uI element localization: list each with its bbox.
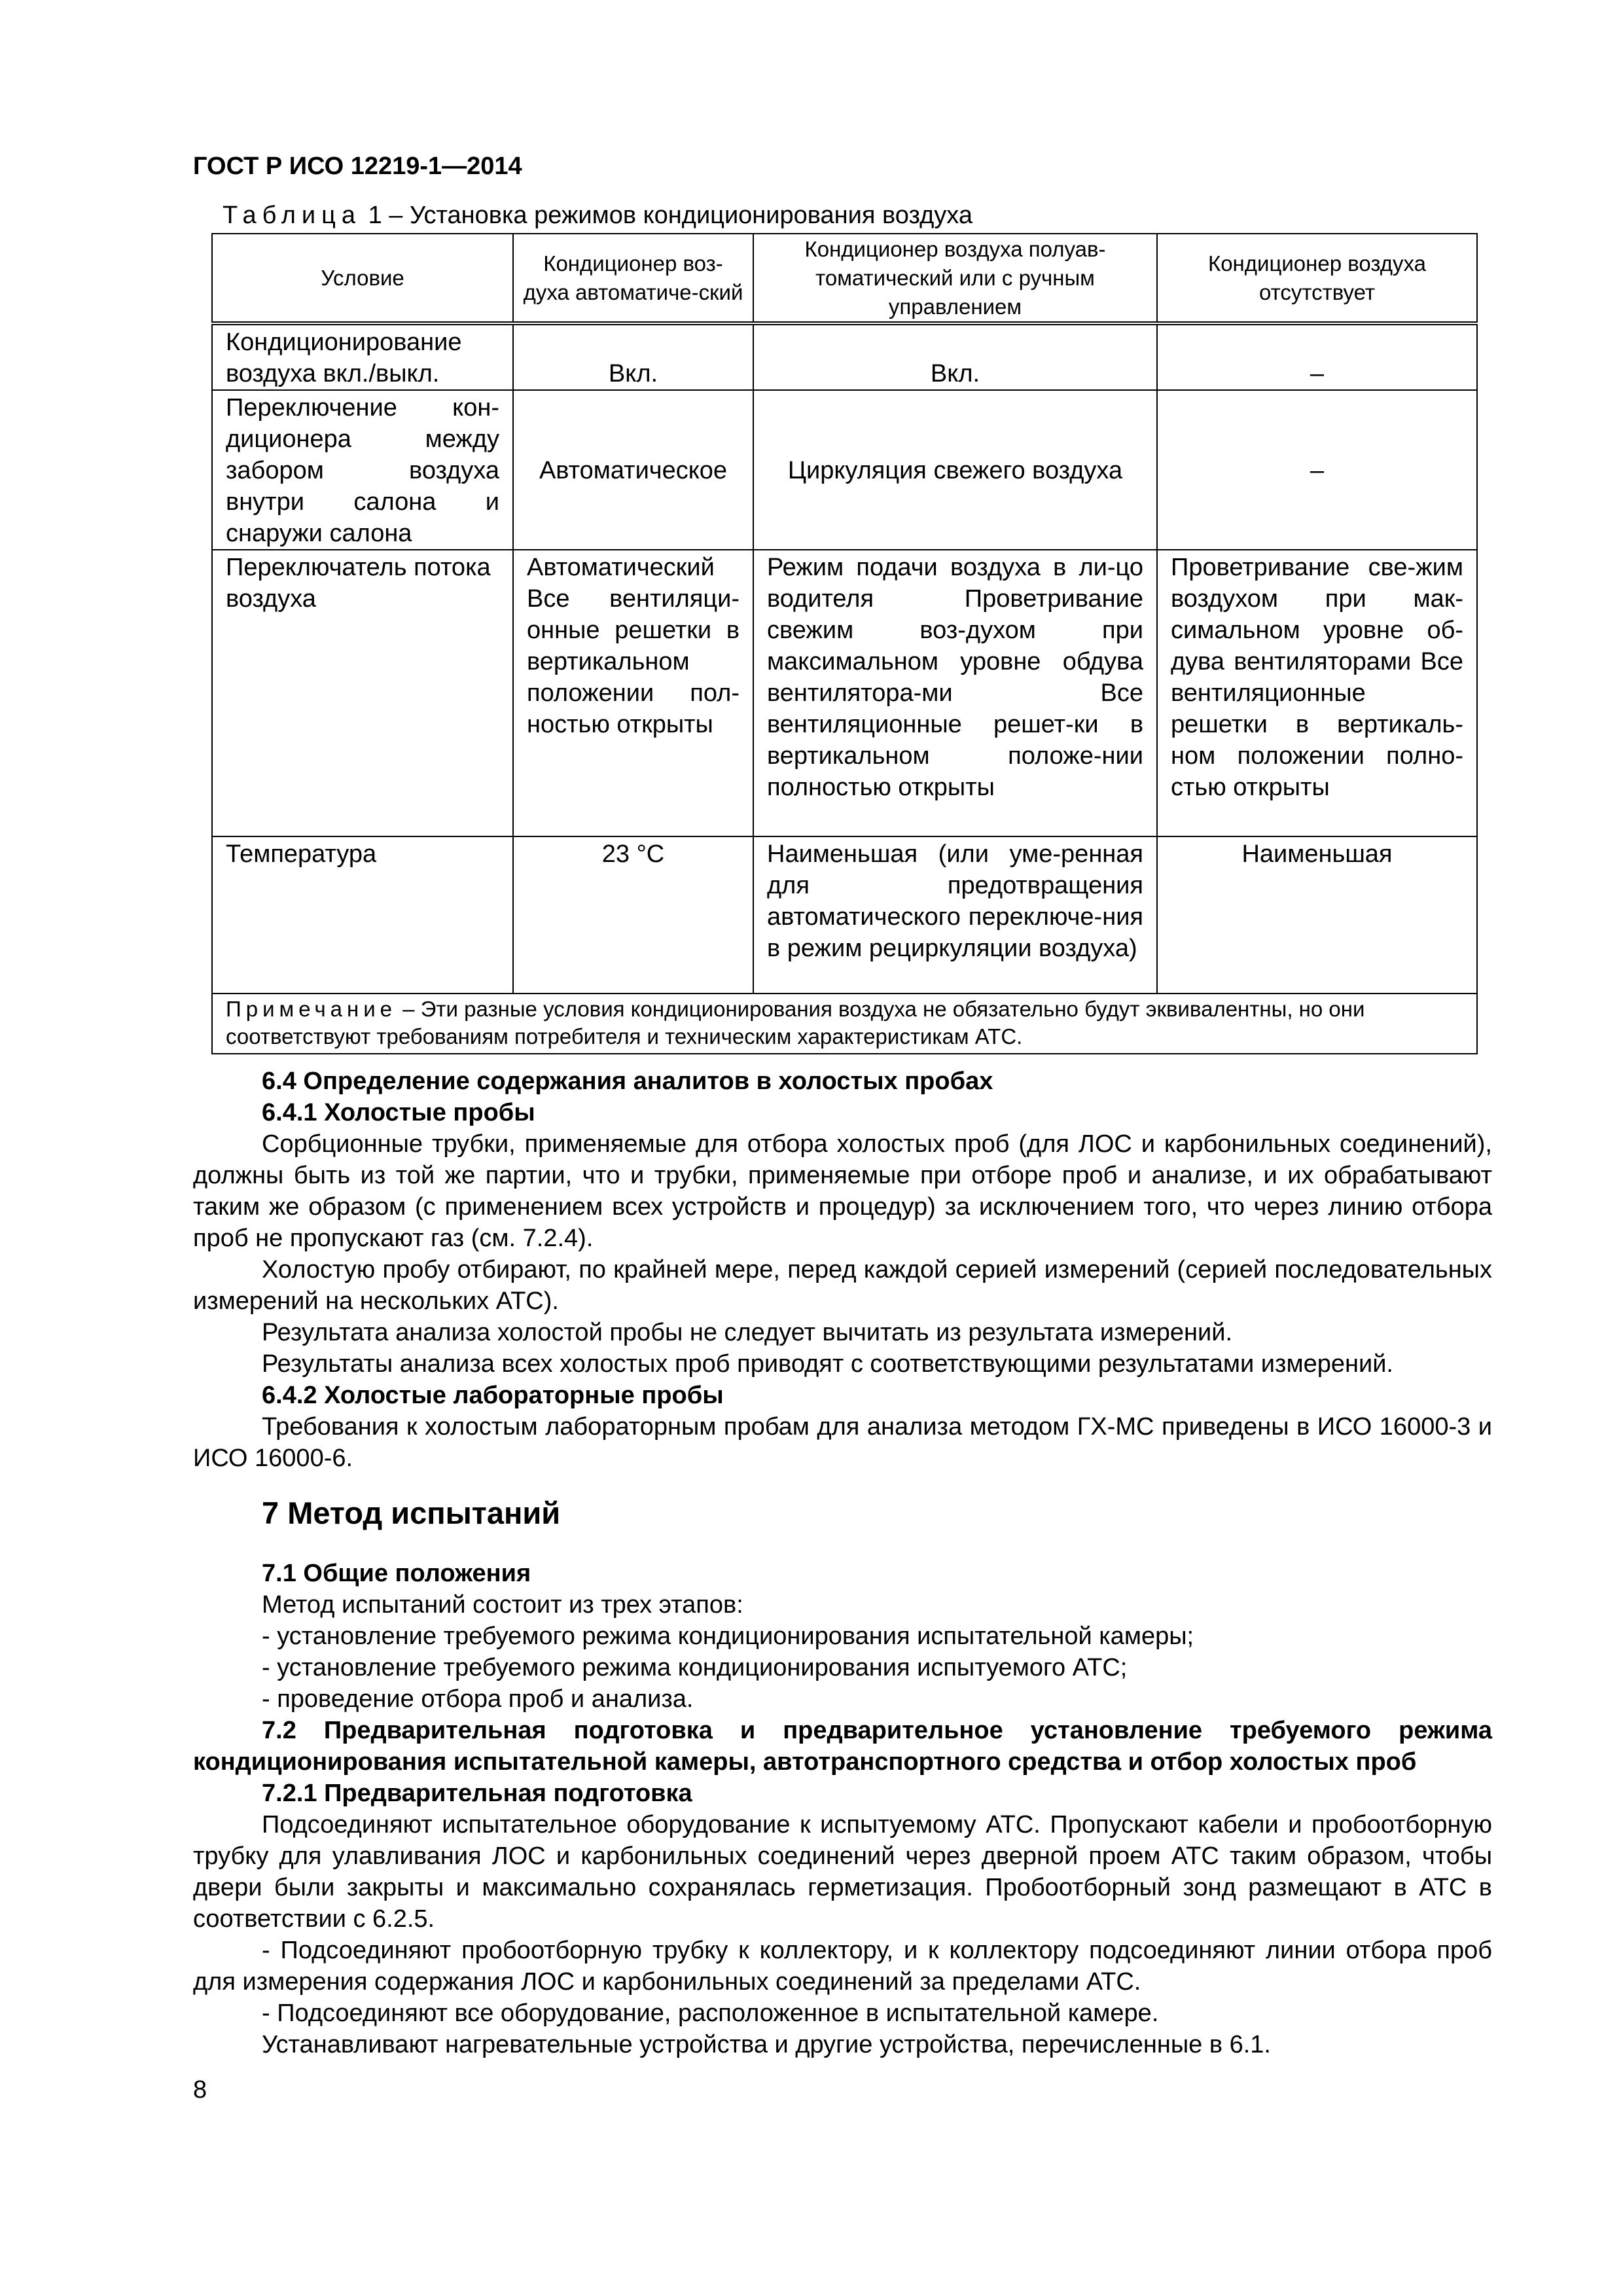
table-row (212, 390, 1477, 550)
paragraph: Метод испытаний состоит из трех этапов: (262, 1591, 743, 1619)
table-cell: Автоматическое (513, 390, 753, 550)
table-cell: Вкл. (513, 323, 753, 390)
table-cell: Режим подачи воздуха в ли-цо водителя Проветривание свежим воз-духом при максимальном уровне обдува вентилятора-ми Все вентиляционные решет-ки в вертикальном положе-нии полностью открыты (753, 550, 1157, 836)
table-cell: Проветривание све-жим воздухом при мак-симальном уровне об-дува вентиляторами Все вентиляционные решетки в вертикаль-ном положении полно-стью открыты (1157, 550, 1477, 836)
table-header-row (212, 234, 1477, 323)
table-caption-label: Таблица (223, 202, 361, 229)
table-caption (223, 202, 972, 230)
table-cell: Циркуляция свежего воздуха (753, 390, 1157, 550)
table-cell: Температура (212, 836, 513, 994)
paragraph: Требования к холостым лабораторным пробам для анализа методом ГХ-МС приведены в ИСО 16000-3 и ИСО 16000-6. (193, 1413, 1492, 1472)
column-header: Кондиционер воз-духа автоматиче-ский (513, 234, 753, 323)
note-label: Примечание (226, 997, 397, 1021)
page-number: 8 (193, 2076, 207, 2104)
table-note-row (212, 994, 1477, 1054)
table-cell: 23 °C (513, 836, 753, 994)
section-heading-6-4-1: 6.4.1 Холостые пробы (262, 1099, 535, 1126)
column-header: Кондиционер воздуха полуав-томатический или с ручным управлением (753, 234, 1157, 323)
paragraph: Подсоединяют испытательное оборудование к испытуемому АТС. Пропускают кабели и пробоотборную трубку для улавливания ЛОС и карбонильных соединений через дверной проем АТС таким образом, чтобы двери были закрыты и максимально сохранялась герметизация. Пробоотборный зонд размещают в АТС в соответствии с 6.2.5. (193, 1811, 1492, 1933)
table-cell: Наименьшая (или уме-ренная для предотвращения автоматического переключе-ния в режим рециркуляции воздуха) (753, 836, 1157, 994)
document-header: ГОСТ Р ИСО 12219-1—2014 (193, 152, 522, 180)
table-cell: Переключатель потока воздуха (212, 550, 513, 836)
column-header: Кондиционер воздуха отсутствует (1157, 234, 1477, 323)
table-caption-text: 1 – Установка режимов кондиционирования воздуха (368, 202, 972, 229)
table-note (212, 994, 1477, 1054)
table-cell: – (1157, 323, 1477, 390)
paragraph: - Подсоединяют все оборудование, расположенное в испытательной камере. (262, 2000, 1159, 2027)
table-cell: – (1157, 390, 1477, 550)
paragraph: Сорбционные трубки, применяемые для отбора холостых проб (для ЛОС и карбонильных соединений), должны быть из той же партии, что и трубки, применяемые при отборе проб и анализе, и их обрабатывают таким же образом (с применением всех устройств и процедур) за исключением того, что через линию отбора проб не пропускают газ (см. 7.2.4). (193, 1130, 1492, 1252)
document-body (193, 1066, 1492, 2060)
paragraph: Устанавливают нагревательные устройства и другие устройства, перечисленные в 6.1. (262, 2031, 1271, 2058)
column-header: Условие (212, 234, 513, 323)
section-heading-6-4: 6.4 Определение содержания аналитов в холостых пробах (262, 1067, 993, 1095)
table-cell: Автоматический Все вентиляци-онные решетки в вертикальном положении пол-ностью открыты (513, 550, 753, 836)
table-row (212, 836, 1477, 994)
table-cell: Вкл. (753, 323, 1157, 390)
section-heading-7: 7 Метод испытаний (262, 1496, 561, 1530)
table-cell: Наименьшая (1157, 836, 1477, 994)
section-heading-7-2: 7.2 Предварительная подготовка и предварительное установление требуемого режима кондиционирования испытательной камеры, автотранспортного средства и отбор холостых проб (193, 1717, 1492, 1776)
conditioning-table (211, 233, 1478, 1054)
table-cell: Кондиционирование воздуха вкл./выкл. (212, 323, 513, 390)
paragraph: Результата анализа холостой пробы не следует вычитать из результата измерений. (262, 1319, 1233, 1346)
table-row (212, 550, 1477, 836)
paragraph: Результаты анализа всех холостых проб приводят с соответствующими результатами измерений. (262, 1350, 1393, 1378)
section-heading-7-2-1: 7.2.1 Предварительная подготовка (262, 1780, 692, 1807)
section-heading-7-1: 7.1 Общие положения (262, 1560, 531, 1587)
list-item: - проведение отбора проб и анализа. (262, 1685, 694, 1713)
table-row (212, 323, 1477, 390)
note-text: – Эти разные условия кондиционирования воздуха не обязательно будут эквивалентны, но они соответствуют требованиям потребителя и техническим характеристикам АТС. (226, 997, 1365, 1049)
list-item: - установление требуемого режима кондиционирования испытательной камеры; (262, 1623, 1194, 1650)
paragraph: Холостую пробу отбирают, по крайней мере, перед каждой серией измерений (серией последовательных измерений на нескольких АТС). (193, 1256, 1492, 1315)
paragraph: - Подсоединяют пробоотборную трубку к коллектору, и к коллектору подсоединяют линии отбора проб для измерения содержания ЛОС и карбонильных соединений за пределами АТС. (193, 1937, 1492, 1996)
list-item: - установление требуемого режима кондиционирования испытуемого АТС; (262, 1654, 1128, 1681)
section-heading-6-4-2: 6.4.2 Холостые лабораторные пробы (262, 1382, 724, 1409)
table-cell: Переключение кон-диционера между забором воздуха внутри салона и снаружи салона (212, 390, 513, 550)
